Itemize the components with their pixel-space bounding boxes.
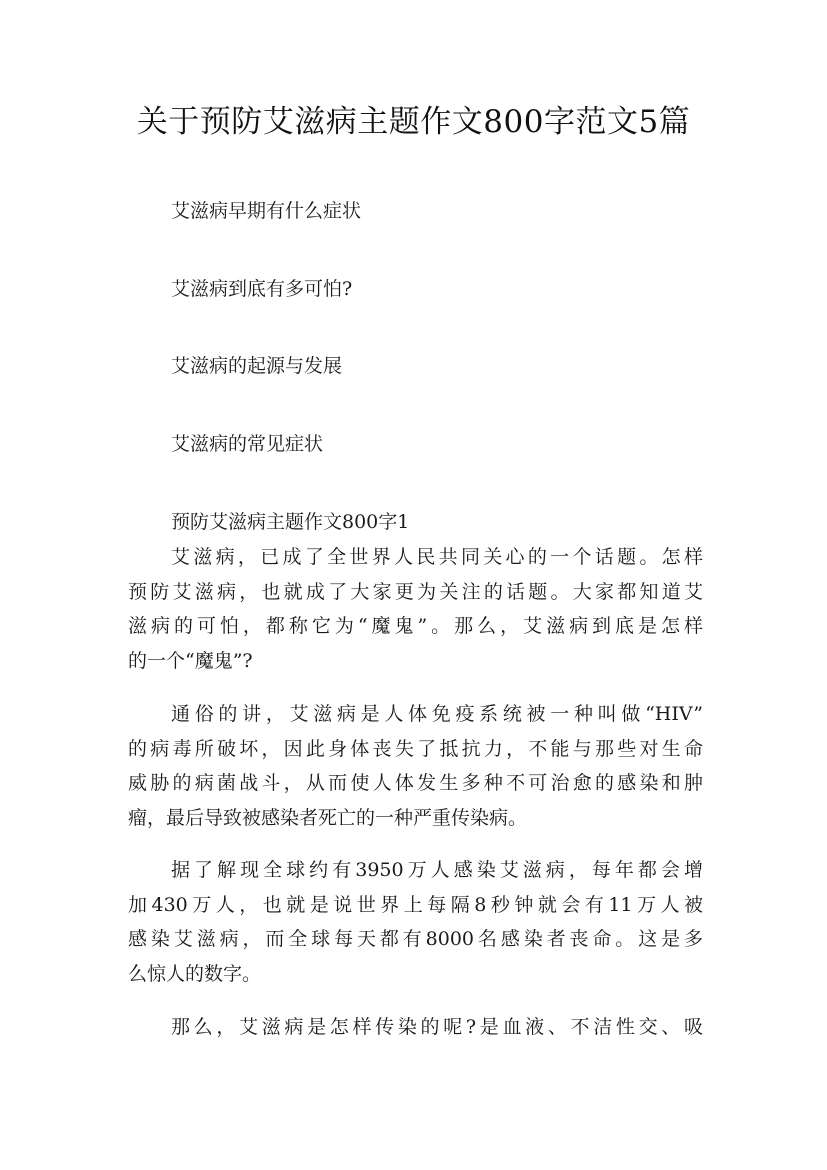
paragraph-line: 的病毒所破坏，因此身体丧失了抵抗力，不能与那些对生命 xyxy=(128,737,703,760)
paragraph-line: 据了解现全球约有3950万人感染艾滋病，每年都会增 xyxy=(171,859,703,881)
document-title: 关于预防艾滋病主题作文800字范文5篇 xyxy=(136,104,691,140)
paragraph-line: 的一个“魔鬼”? xyxy=(128,649,253,672)
toc-item: 艾滋病的常见症状 xyxy=(171,433,324,455)
paragraph-line: 滋病的可怕，都称它为“魔鬼”。那么，艾滋病到底是怎样 xyxy=(128,615,703,638)
paragraph-line: 威胁的病菌战斗，从而使人体发生多种不可治愈的感染和肿 xyxy=(128,772,703,795)
paragraph xyxy=(128,540,703,678)
paragraph-line: 瘤，最后导致被感染者死亡的一种严重传染病。 xyxy=(128,806,528,829)
paragraph-line: 艾滋病，已成了全世界人民共同关心的一个话题。怎样 xyxy=(171,546,703,568)
toc-item: 艾滋病到底有多可怕? xyxy=(171,278,353,300)
paragraph-line: 预防艾滋病，也就成了大家更为关注的话题。大家都知道艾 xyxy=(128,580,703,603)
paragraph xyxy=(128,697,703,835)
toc-item: 艾滋病早期有什么症状 xyxy=(171,200,362,222)
paragraph-line: 么惊人的数字。 xyxy=(128,962,262,985)
toc-item: 艾滋病的起源与发展 xyxy=(171,355,343,377)
paragraph xyxy=(128,1010,703,1045)
paragraph-line: 通俗的讲，艾滋病是人体免疫系统被一种叫做“HIV” xyxy=(171,703,703,725)
paragraph-line: 加430万人，也就是说世界上每隔8秒钟就会有11万人被 xyxy=(128,893,703,916)
paragraph xyxy=(128,853,703,991)
paragraph-line: 感染艾滋病，而全球每天都有8000名感染者丧命。这是多 xyxy=(128,928,703,951)
section-heading: 预防艾滋病主题作文800字1 xyxy=(171,511,410,533)
paragraph-line: 那么，艾滋病是怎样传染的呢?是血液、不洁性交、吸 xyxy=(171,1016,703,1038)
